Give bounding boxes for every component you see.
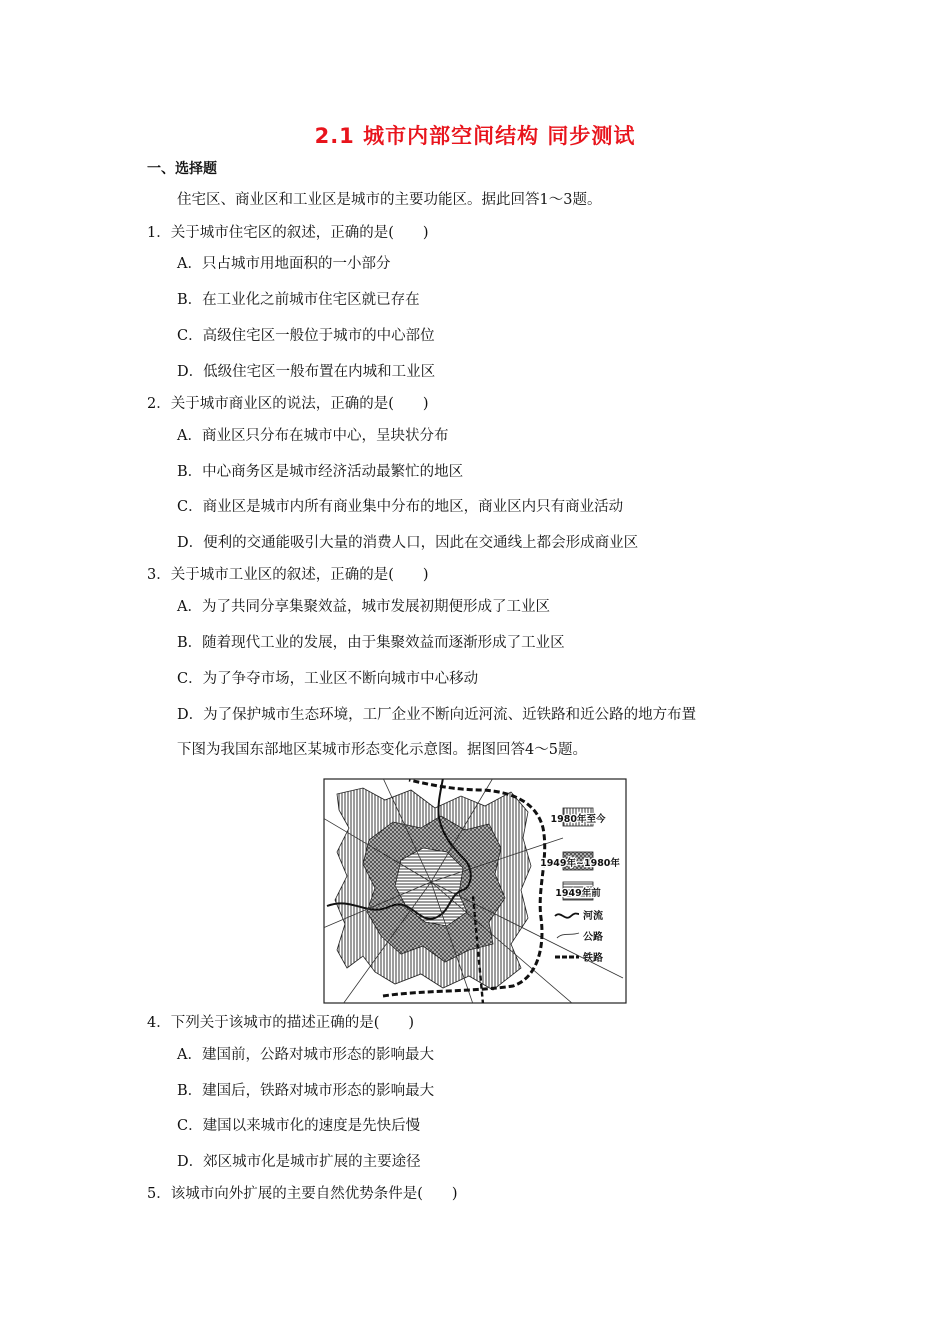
question-3: 3．关于城市工业区的叙述，正确的是( ) [147, 567, 429, 583]
question-5: 5．该城市向外扩展的主要自然优势条件是( ) [147, 1186, 458, 1202]
q1-option-c: C．高级住宅区一般位于城市的中心部位 [177, 328, 435, 344]
legend-label-1949-1980: 1949年~1980年 [540, 858, 620, 869]
q3-option-b: B．随着现代工业的发展，由于集聚效益而逐渐形成了工业区 [177, 635, 565, 651]
legend-label-river: 河流 [583, 911, 603, 922]
legend-label-road: 公路 [583, 932, 603, 943]
question-1: 1．关于城市住宅区的叙述，正确的是( ) [147, 225, 429, 241]
q1-option-b: B．在工业化之前城市住宅区就已存在 [177, 292, 420, 308]
section-heading: 一、选择题 [147, 161, 217, 177]
q2-option-c: C．商业区是城市内所有商业集中分布的地区，商业区内只有商业活动 [177, 499, 624, 515]
q3-option-c: C．为了争夺市场，工业区不断向城市中心移动 [177, 671, 479, 687]
q3-option-d: D．为了保护城市生态环境，工厂企业不断向近河流、近铁路和近公路的地方布置 [177, 707, 697, 723]
q4-option-b: B．建国后，铁路对城市形态的影响最大 [177, 1083, 435, 1099]
legend-label-railway: 铁路 [583, 953, 603, 964]
legend-label-before-1949: 1949年前 [555, 888, 601, 899]
q2-option-b: B．中心商务区是城市经济活动最繁忙的地区 [177, 464, 464, 480]
q2-option-d: D．便利的交通能吸引大量的消费人口，因此在交通线上都会形成商业区 [177, 535, 639, 551]
question-4: 4．下列关于该城市的描述正确的是( ) [147, 1015, 415, 1031]
legend-label-1980-present: 1980年至今 [550, 814, 606, 825]
map-intro-text: 下图为我国东部地区某城市形态变化示意图。据图回答4～5题。 [177, 742, 587, 758]
q1-option-d: D．低级住宅区一般布置在内城和工业区 [177, 364, 436, 380]
city-form-map [323, 778, 627, 1004]
page-title: 2.1 城市内部空间结构 同步测试 [314, 124, 636, 148]
q3-option-a: A．为了共同分享集聚效益，城市发展初期便形成了工业区 [177, 599, 550, 615]
question-2: 2．关于城市商业区的说法，正确的是( ) [147, 396, 429, 412]
q4-option-d: D．郊区城市化是城市扩展的主要途径 [177, 1154, 421, 1170]
q1-option-a: A．只占城市用地面积的一小部分 [177, 256, 391, 272]
intro-text: 住宅区、商业区和工业区是城市的主要功能区。据此回答1～3题。 [177, 192, 602, 208]
q4-option-c: C．建国以来城市化的速度是先快后慢 [177, 1118, 421, 1134]
q2-option-a: A．商业区只分布在城市中心，呈块状分布 [177, 428, 449, 444]
q4-option-a: A．建国前，公路对城市形态的影响最大 [177, 1047, 434, 1063]
